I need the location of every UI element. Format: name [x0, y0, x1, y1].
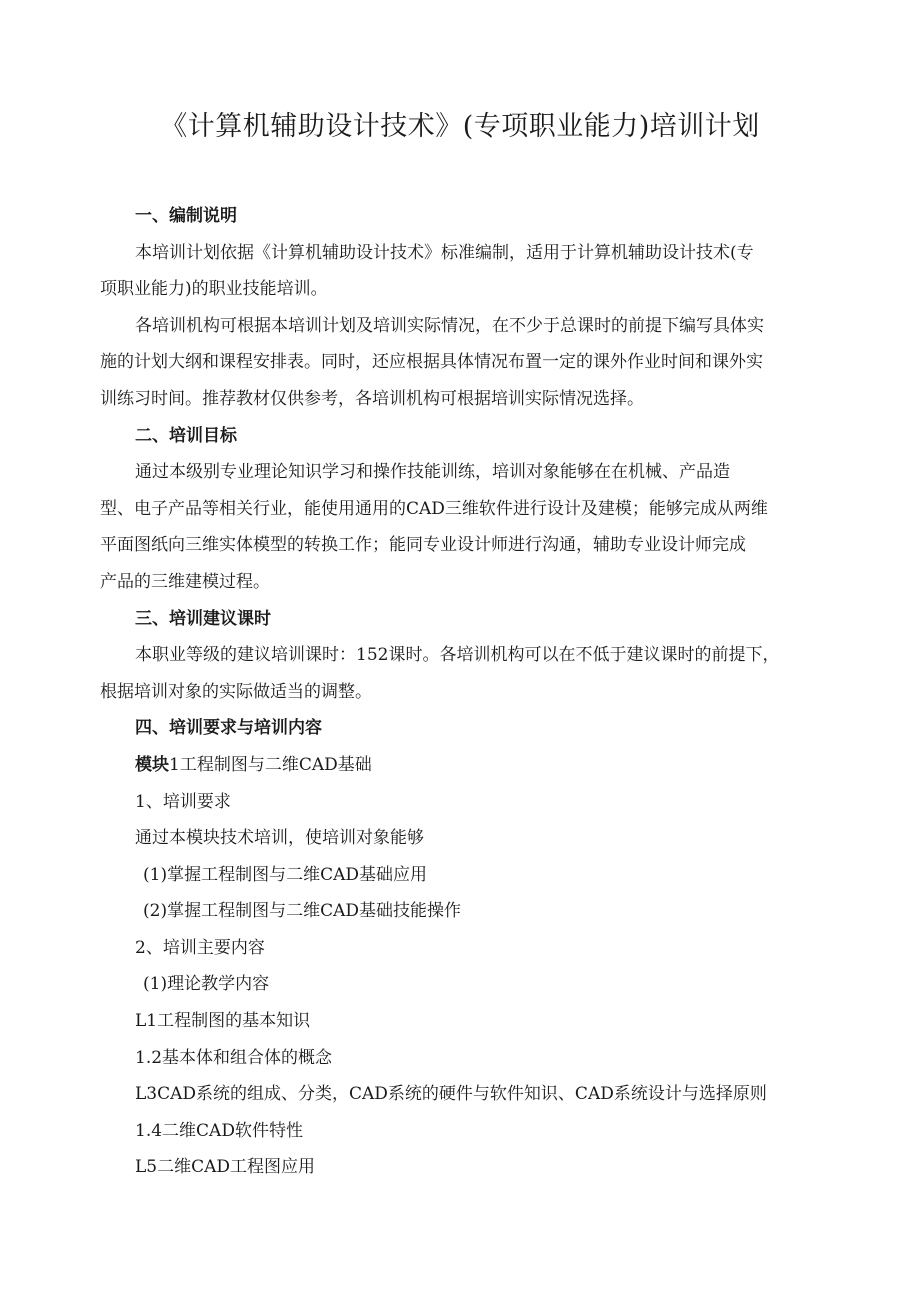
paragraph-line: 根据培训对象的实际做适当的调整。 [100, 681, 372, 702]
module-heading [135, 747, 825, 784]
list-item: (1)掌握工程制图与二维CAD基础应用 [143, 864, 427, 885]
paragraph-line: 平面图纸向三维实体模型的转换工作；能同专业设计师进行沟通，辅助专业设计师完成 [100, 535, 746, 556]
paragraph-line: 训练习时间。推荐教材仅供参考，各培训机构可根据培训实际情况选择。 [100, 388, 644, 409]
list-item: 1.4二维CAD软件特性 [135, 1120, 303, 1141]
paragraph-line: 通过本模块技术培训，使培训对象能够 [135, 828, 424, 849]
list-item: L5二维CAD工程图应用 [135, 1157, 316, 1178]
subsection-heading: 1、培训要求 [135, 791, 231, 812]
list-item: 1.2基本体和组合体的概念 [135, 1047, 333, 1068]
module-prefix: 模块 [135, 754, 169, 775]
list-item: (2)掌握工程制图与二维CAD基础技能操作 [143, 901, 461, 922]
paragraph-line: 各培训机构可根据本培训计划及培训实际情况，在不少于总课时的前提下编写具体实 [135, 315, 764, 336]
list-item: L1工程制图的基本知识 [135, 1011, 311, 1032]
paragraph-line: 通过本级别专业理论知识学习和操作技能训练，培训对象能够在在机械、产品造 [135, 462, 730, 483]
list-item: (1)理论教学内容 [143, 974, 270, 995]
paragraph-line: 型、电子产品等相关行业，能使用通用的CAD三维软件进行设计及建模；能够完成从两维 [100, 498, 768, 519]
paragraph-line: 施的计划大纲和课程安排表。同时，还应根据具体情况布置一定的课外作业时间和课外实 [100, 352, 763, 373]
section-heading-1: 一、编制说明 [135, 206, 237, 226]
module-title: 1工程制图与二维CAD基础 [169, 754, 372, 775]
paragraph-line: 本培训计划依据《计算机辅助设计技术》标准编制，适用于计算机辅助设计技术(专 [135, 242, 754, 263]
section-heading-2: 二、培训目标 [135, 425, 237, 446]
document-title: 《计算机辅助设计技术》(专项职业能力)培训计划 [160, 111, 760, 142]
section-heading-4: 四、培训要求与培训内容 [135, 718, 322, 739]
list-item: L3CAD系统的组成、分类，CAD系统的硬件与软件知识、CAD系统设计与选择原则 [135, 1084, 767, 1105]
paragraph-line: 项职业能力)的职业技能培训。 [100, 279, 328, 300]
subsection-heading: 2、培训主要内容 [135, 937, 265, 958]
paragraph-line: 本职业等级的建议培训课时：152课时。各培训机构可以在不低于建议课时的前提下， [135, 645, 780, 666]
document-body [100, 198, 825, 1186]
paragraph-line: 产品的三维建模过程。 [100, 571, 270, 592]
section-heading-3: 三、培训建议课时 [135, 608, 271, 629]
